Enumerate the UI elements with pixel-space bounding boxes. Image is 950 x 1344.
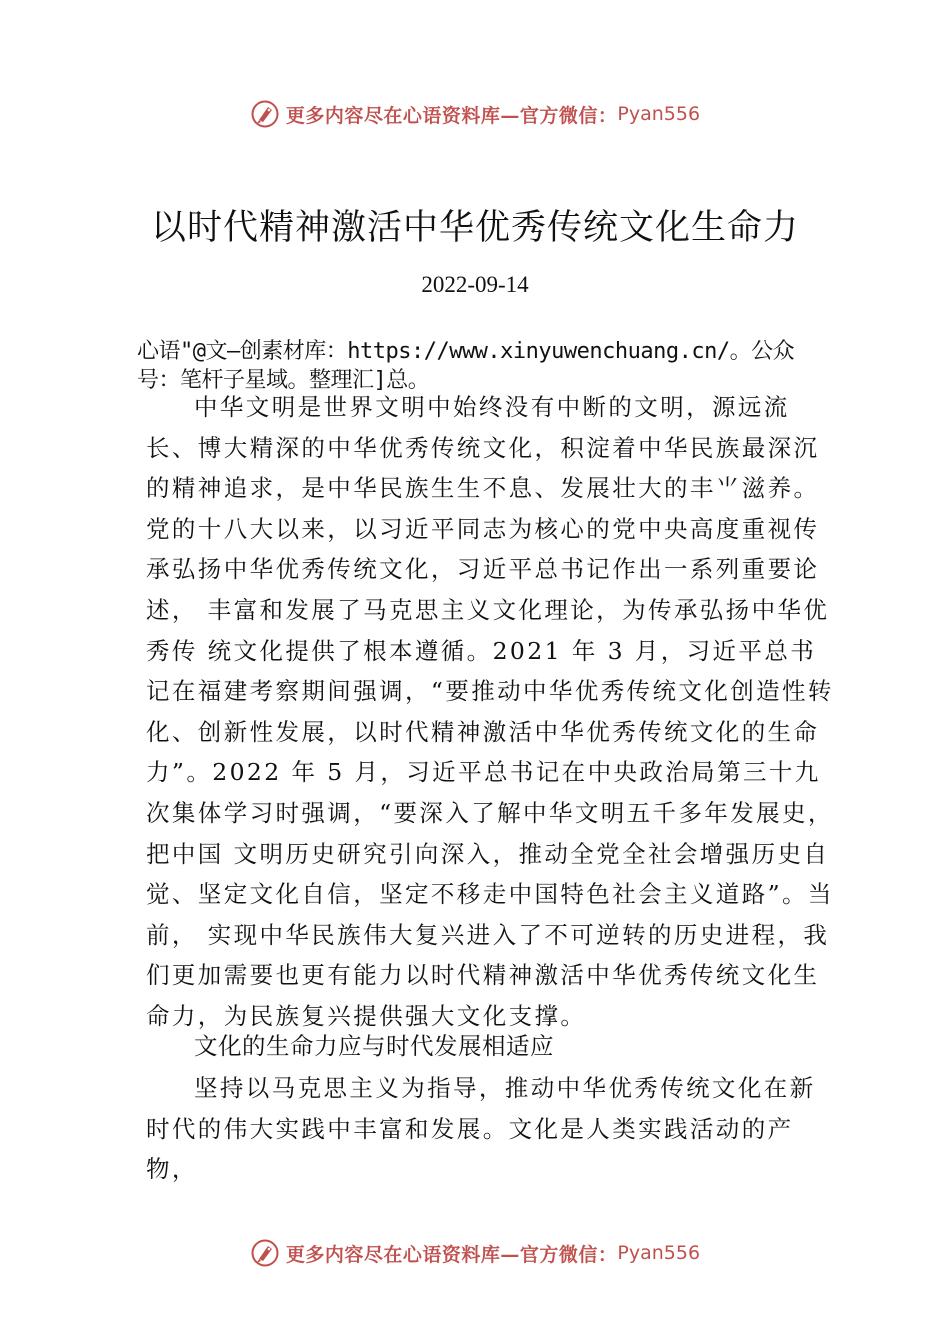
section-heading: 文化的生命力应与时代发展相适应 [194, 1032, 554, 1060]
page-title: 以时代精神激活中华优秀传统文化生命力 [150, 208, 799, 248]
banner-text: 更多内容尽在心语资料库—官方微信： [285, 1243, 618, 1266]
body-paragraph-2: 坚持以马克思主义为指导，推动中华优秀传统文化在新时代的伟大实践中丰富和发展。文化是人类实践活动的产物， [146, 1074, 816, 1184]
footer-banner [0, 1233, 950, 1273]
pen-nib-logo-icon [250, 1238, 280, 1268]
body-paragraph-1: 中华文明是世界文明中始终没有中断的文明，源远流长、博大精深的中华优秀传统文化，积淀着中华民族最深沉的精神追求，是中华民族生生不息、发展壮大的丰⺌滋养。党的十八大以来，以习近平同志为核心的党中央高度重视传承弘扬中华优秀传统文化，习近平总书记作出一系列重要论述， 丰富和发展了马克思主义文化理论，为传承弘扬中华优秀传 统文化提供了根本遵循。2021 年 3 月，习近平总书记在福建考察期间强调，“要推动中华优秀传统文化创造性转化、创新性发展，以时代精神激活中华优秀传统文化的生命力”。2022 年 5 月，习近平总书记在中央政治局第三十九次集体学习时强调，“要深入了解中华文明五千多年发展史，把中国 文明历史研究引向深入，推动全党全社会增强历史自觉、坚定文化自信，坚定不移走中国特色社会主义道路”。当前， 实现中华民族伟大复兴进入了不可逆转的历史进程，我们更加需要也更有能力以时代精神激活中华优秀传统文化生命力，为民族复兴提供强大文化支撑。 [146, 393, 834, 1030]
banner-text: 更多内容尽在心语资料库—官方微信： [285, 104, 618, 127]
banner-wechat-id: Pyan556 [617, 103, 701, 125]
banner-wechat-id: Pyan556 [617, 1242, 701, 1264]
article-date: 2022-09-14 [421, 272, 529, 297]
pen-nib-logo-icon [250, 99, 280, 129]
source-note: 心语"@文—创素材库：https://www.xinyuwenchuang.cn/。公众号：笔杆子星域。整理汇]总。 [137, 339, 795, 393]
header-banner [0, 94, 950, 134]
